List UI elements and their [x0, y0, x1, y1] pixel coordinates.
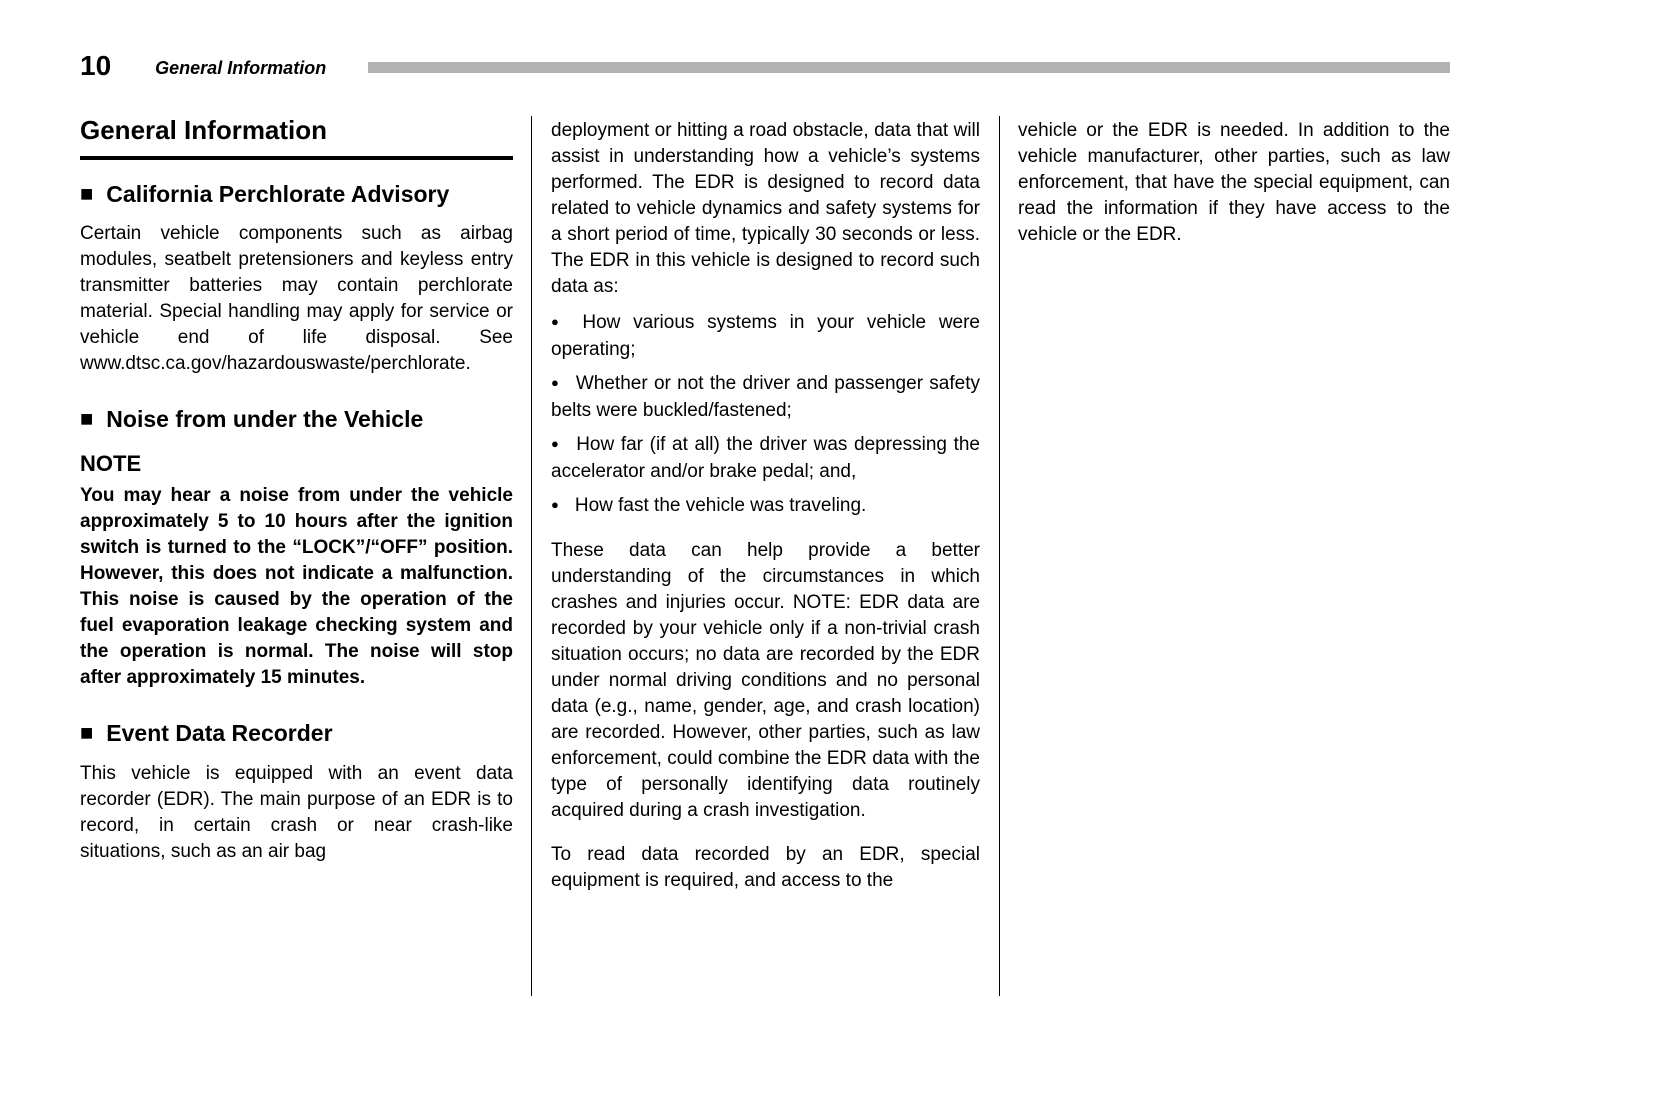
perchlorate-paragraph: Certain vehicle components such as airbag modules, seatbelt pretensioners and keyless entry transmitter batteries may contain perchlorate material. Special handling may apply for service or vehicle end of life disposal. See www.dtsc.ca.gov/hazardouswaste/perchlorate.	[80, 223, 513, 375]
section-marker-icon: ■	[80, 720, 94, 746]
header-rule	[368, 62, 1450, 73]
bullet-icon: ●	[551, 375, 560, 390]
column-1	[80, 116, 531, 996]
section-title-text: Event Data Recorder	[106, 720, 333, 747]
list-item	[551, 371, 980, 424]
list-item	[551, 310, 980, 363]
list-item	[551, 493, 980, 520]
section-marker-icon: ■	[80, 406, 94, 432]
section-title-perchlorate	[80, 180, 513, 210]
section-marker-icon: ■	[80, 180, 94, 206]
edr-continued-paragraph: deployment or hitting a road obstacle, data that will assist in understanding how a vehicle’s systems performed. The EDR is designed to record data related to vehicle dynamics and safety systems for a short period of time, typically 30 seconds or less. The EDR in this vehicle is designed to record such data as:	[551, 120, 980, 297]
section-title-text: Noise from under the Vehicle	[106, 406, 424, 433]
list-item	[551, 432, 980, 485]
list-item-text: Whether or not the driver and passenger safety belts were buckled/fastened;	[551, 373, 980, 421]
column-3	[1000, 116, 1450, 996]
page-number: 10	[80, 50, 112, 81]
header-section-title: General Information	[155, 58, 327, 78]
section-title-noise	[80, 405, 513, 435]
page-title: General Information	[80, 116, 513, 160]
edr-read-paragraph: To read data recorded by an EDR, special equipment is required, and access to the	[551, 844, 980, 891]
content-columns	[80, 116, 1450, 996]
edr-intro-paragraph: This vehicle is equipped with an event data recorder (EDR). The main purpose of an EDR is to record, in certain crash or near crash-like situations, such as an air bag	[80, 763, 513, 863]
list-item-text: How fast the vehicle was traveling.	[574, 495, 867, 516]
section-title-text: California Perchlorate Advisory	[106, 180, 450, 207]
list-item-text: How various systems in your vehicle were operating;	[551, 312, 980, 360]
list-item-text: How far (if at all) the driver was depressing the accelerator and/or brake pedal; and,	[551, 434, 980, 482]
bullet-icon: ●	[551, 436, 561, 451]
bullet-icon: ●	[551, 497, 559, 512]
note-paragraph: You may hear a noise from under the vehicle approximately 5 to 10 hours after the ignition switch is turned to the “LOCK”/“OFF” position. However, this does not indicate a malfunction. This noise is caused by the operation of the fuel evaporation leakage checking system and the operation is normal. The noise will stop after approximately 15 minutes.	[80, 485, 513, 689]
column-2	[531, 116, 1000, 996]
page-header	[80, 52, 1450, 80]
section-title-edr	[80, 719, 513, 749]
edr-data-usage-paragraph: These data can help provide a better understanding of the circumstances in which crashes and injuries occur. NOTE: EDR data are recorded by your vehicle only if a non-trivial crash situation occurs; no data are recorded by the EDR under normal driving conditions and no personal data (e.g., name, gender, age, and crash location) are recorded. However, other parties, such as law enforcement, could combine the EDR data with the type of personally identifying data routinely acquired during a crash investigation.	[551, 540, 980, 821]
note-label: NOTE	[80, 451, 142, 477]
bullet-icon: ●	[551, 314, 567, 329]
edr-access-paragraph: vehicle or the EDR is needed. In addition to the vehicle manufacturer, other parties, such as law enforcement, that have the special equipment, can read the information if they have access to the vehicle or the EDR.	[1018, 120, 1450, 245]
